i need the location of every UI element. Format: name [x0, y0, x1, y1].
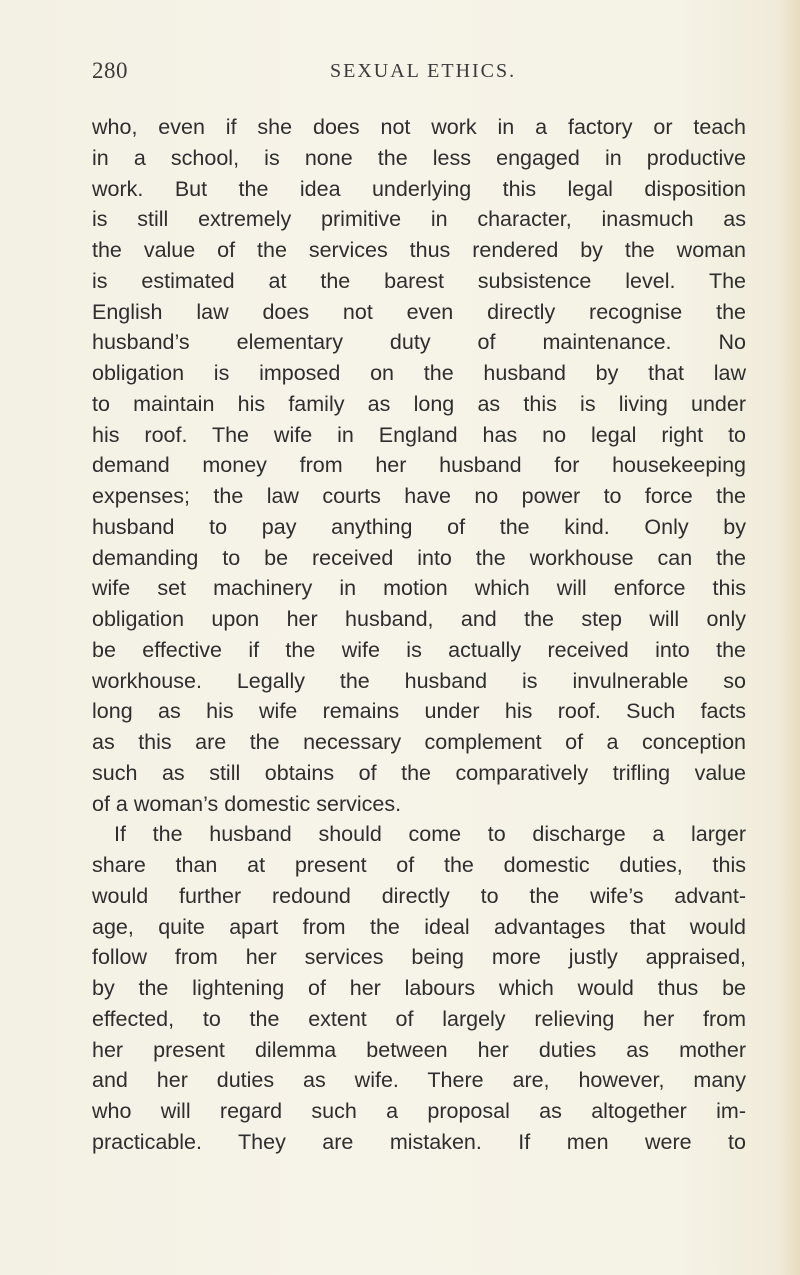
- text-line: share than at present of the domestic duties, this: [92, 853, 746, 877]
- text-line: effected, to the extent of largely relieving her from: [92, 1006, 746, 1031]
- text-line: workhouse. Legally the husband is invulnerable so: [92, 668, 746, 693]
- running-title: SEXUAL ETHICS.: [330, 60, 517, 82]
- text-line: demand money from her husband for housekeeping: [92, 453, 746, 478]
- text-line: age, quite apart from the ideal advantages that would: [92, 914, 746, 939]
- text-line: such as still obtains of the comparatively trifling value: [92, 760, 746, 785]
- text-line: her present dilemma between her duties as mother: [92, 1037, 746, 1062]
- text-line: is estimated at the barest subsistence level. The: [92, 268, 746, 293]
- text-line: English law does not even directly recognise the: [92, 299, 746, 324]
- text-line: expenses; the law courts have no power to force the: [92, 484, 746, 508]
- text-line: who will regard such a proposal as altogether im-: [92, 1099, 746, 1123]
- text-line: as this are the necessary complement of a conception: [92, 730, 746, 754]
- text-line: obligation upon her husband, and the step will only: [92, 607, 746, 631]
- text-line: follow from her services being more justly appraised,: [92, 945, 746, 970]
- text-line: long as his wife remains under his roof. Such facts: [92, 699, 746, 724]
- text-line: in a school, is none the less engaged in productive: [92, 145, 746, 170]
- text-line: If the husband should come to discharge a larger: [114, 822, 746, 847]
- text-line: of a woman’s domestic services.: [92, 791, 402, 816]
- paragraph-1: [92, 112, 746, 819]
- text-line: work. But the idea underlying this legal disposition: [92, 176, 746, 201]
- text-line: wife set machinery in motion which will enforce this: [92, 576, 746, 601]
- text-line: who, even if she does not work in a factory or teach: [92, 115, 746, 139]
- page-header: [0, 58, 800, 88]
- body-text: [92, 112, 746, 1158]
- text-line: husband’s elementary duty of maintenance. No: [92, 330, 746, 355]
- text-line: by the lightening of her labours which would thus be: [92, 976, 746, 1000]
- text-line: his roof. The wife in England has no legal right to: [92, 422, 746, 447]
- text-line: is still extremely primitive in character, inasmuch as: [92, 207, 746, 232]
- page-edge-shadow: [778, 0, 800, 1275]
- text-line: and her duties as wife. There are, however, many: [92, 1068, 746, 1093]
- text-line: the value of the services thus rendered by the woman: [92, 238, 746, 262]
- text-line: husband to pay anything of the kind. Only by: [92, 514, 746, 539]
- text-line: obligation is imposed on the husband by that law: [92, 361, 746, 385]
- text-line: be effective if the wife is actually received into the: [92, 637, 746, 662]
- text-line: would further redound directly to the wife’s advant-: [92, 883, 746, 908]
- text-line: practicable. They are mistaken. If men were to: [92, 1129, 746, 1154]
- text-line: demanding to be received into the workhouse can the: [92, 545, 746, 570]
- paragraph-2: [92, 819, 746, 1157]
- text-line: to maintain his family as long as this is living under: [92, 391, 746, 416]
- page-number: 280: [92, 58, 128, 83]
